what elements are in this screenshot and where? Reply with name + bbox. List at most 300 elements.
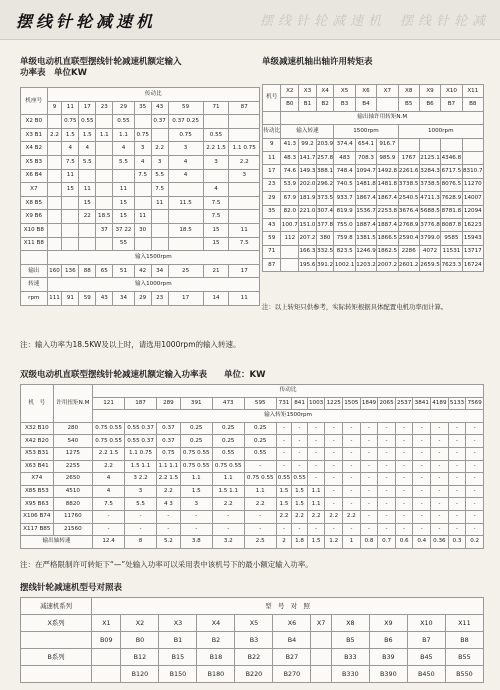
table-cell: 15 <box>79 196 96 210</box>
table-cell <box>47 115 62 129</box>
table-cell: - <box>395 422 413 435</box>
table-cell: 2.2 <box>307 510 325 523</box>
table-cell: 0.3 <box>448 536 466 549</box>
table-cell: 100.7 <box>281 218 299 231</box>
table-cell: 48.3 <box>281 151 299 164</box>
table-cell: - <box>325 447 343 460</box>
table-cell: 2537 <box>395 397 413 410</box>
table-cell: 0.55 <box>292 473 308 486</box>
table-cell: 9 <box>47 101 62 115</box>
table-cell: - <box>413 498 431 511</box>
table-cell: 输入1000rpm <box>47 278 259 292</box>
table-cell: 0.55 <box>203 128 229 142</box>
table-row <box>21 223 260 237</box>
table-cell: 1887.4 <box>377 218 398 231</box>
table-cell: X3 B1 <box>21 128 48 142</box>
table-cell <box>134 237 151 251</box>
table-cell: 307.4 <box>316 205 334 218</box>
table-cell: 1003 <box>307 397 325 410</box>
table-cell: 5.5 <box>125 498 157 511</box>
table-cell: 985.9 <box>377 151 398 164</box>
table-cell: 1.5 <box>79 128 96 142</box>
table-cell: 819.9 <box>334 205 355 218</box>
table-cell: 34 <box>151 264 168 278</box>
table-cell: X53 B31 <box>21 447 54 460</box>
table-cell: 2.2 1.5 <box>93 447 125 460</box>
table-cell: B2 <box>197 632 235 649</box>
table-cell: - <box>413 447 431 460</box>
table-cell: 5688.5 <box>419 205 440 218</box>
table-cell: 1.5 <box>62 128 79 142</box>
table-cell: 4 <box>79 142 96 156</box>
table-cell: 43 <box>96 291 113 305</box>
table-cell: 380 <box>316 232 334 245</box>
table-cell: 23 <box>151 291 168 305</box>
table-cell: 机座号 <box>21 88 48 115</box>
table-cell: X42 B20 <box>21 435 54 448</box>
table-cell: 35 <box>263 205 281 218</box>
table-cell: B系列 <box>21 649 92 666</box>
table-cell <box>151 237 168 251</box>
table-cell: - <box>448 460 466 473</box>
table-cell: B12 <box>121 649 159 666</box>
table-cell <box>113 169 134 183</box>
table-cell: 2.2 <box>47 128 62 142</box>
table-cell: 12094 <box>462 205 483 218</box>
table-cell <box>229 128 260 142</box>
table-cell: 输出轴转速 <box>21 536 93 549</box>
table-cell: 373.5 <box>316 192 334 205</box>
table-row <box>21 278 260 292</box>
table-cell: 280 <box>53 422 92 435</box>
table-cell: 37 <box>96 223 113 237</box>
table-cell: 4510 <box>53 485 92 498</box>
table-cell: 许用扭矩N.M <box>53 385 92 423</box>
table-cell: - <box>448 485 466 498</box>
table-cell: 121 <box>93 397 125 410</box>
table-cell: X4 <box>316 85 334 98</box>
table-cell: 2768.9 <box>398 218 419 231</box>
table-cell: 3 <box>168 142 203 156</box>
table-cell: 15 <box>203 237 229 251</box>
table-cell: 87 <box>229 101 260 115</box>
table-cell: 65 <box>96 264 113 278</box>
table-cell: 11 <box>62 101 79 115</box>
table-cell: X63 B41 <box>21 460 54 473</box>
table-cell: - <box>431 510 449 523</box>
table-cell: 296.2 <box>316 178 334 191</box>
table-cell: 0.25 <box>244 435 276 448</box>
table-cell: - <box>395 473 413 486</box>
table-cell: - <box>307 447 325 460</box>
table-cell: B1 <box>299 98 317 111</box>
table-cell: 14 <box>203 291 229 305</box>
table-cell: 16223 <box>462 218 483 231</box>
table-row <box>21 210 260 224</box>
table-row <box>21 473 484 486</box>
table-cell: 166.3 <box>299 245 317 258</box>
table-cell: B09 <box>92 632 121 649</box>
table-cell: 3.2 <box>212 536 244 549</box>
table-cell: 841 <box>292 397 308 410</box>
table-cell: 257.8 <box>316 151 334 164</box>
table-cell <box>462 151 483 164</box>
table-cell: 2286 <box>398 245 419 258</box>
table-cell: 0.55 <box>276 473 292 486</box>
table-cell: 2.2 <box>229 155 260 169</box>
table-cell: - <box>292 523 308 536</box>
table-cell: 7.5 <box>93 498 125 511</box>
table-row <box>21 536 484 549</box>
table-cell <box>62 196 79 210</box>
table-cell: B22 <box>235 649 273 666</box>
table-cell: 9585 <box>441 232 462 245</box>
table-cell: 0.75 <box>168 128 203 142</box>
table-cell: 0.75 0.55 <box>244 473 276 486</box>
table-cell: 0.25 <box>180 422 212 435</box>
table-cell: - <box>466 498 484 511</box>
table-cell: 1.1 <box>307 498 325 511</box>
table-cell: B8 <box>445 632 483 649</box>
table-cell: 151.0 <box>299 218 317 231</box>
table-cell: 5.5 <box>151 169 168 183</box>
table-cell: B18 <box>197 649 235 666</box>
table-cell: 540 <box>53 435 92 448</box>
table-cell: 4346.8 <box>441 151 462 164</box>
table-cell <box>229 183 260 197</box>
table-cell: 731 <box>276 397 292 410</box>
table-cell: 2.5 <box>244 536 276 549</box>
table-cell: 88 <box>79 264 96 278</box>
table-row <box>21 385 484 398</box>
table-cell: X10 <box>407 615 445 632</box>
table-cell: 1492.8 <box>377 165 398 178</box>
header-banner <box>0 0 500 40</box>
table-cell: X8 <box>331 615 369 632</box>
table-cell: 595 <box>244 397 276 410</box>
table-cell <box>92 649 121 666</box>
table-cell: 29 <box>134 291 151 305</box>
table-cell: 43 <box>263 218 281 231</box>
table-cell: 34 <box>113 291 134 305</box>
table-row <box>263 151 484 164</box>
table-cell: 160 <box>47 264 62 278</box>
table-cell: - <box>343 498 361 511</box>
table-cell: - <box>325 460 343 473</box>
table-cell: 1767 <box>398 151 419 164</box>
table-cell: - <box>360 435 378 448</box>
table-cell: X6 <box>355 85 376 98</box>
table-cell: B5 <box>331 632 369 649</box>
table-cell: 4 <box>134 155 151 169</box>
torque-note: 注：以上转矩只供参考，实际转矩根据具体配置电机功率而计算。 <box>262 303 448 311</box>
table-cell: 1.1 <box>180 473 212 486</box>
table-cell: X5 B3 <box>21 155 48 169</box>
table-cell <box>47 142 62 156</box>
table-cell <box>21 251 48 265</box>
table-cell: 3 <box>125 485 157 498</box>
table-cell: - <box>276 460 292 473</box>
table-cell: - <box>343 523 361 536</box>
table-cell: 17 <box>229 264 260 278</box>
table-cell: X3 <box>159 615 197 632</box>
table-cell: - <box>360 473 378 486</box>
table-cell: 221.0 <box>299 205 317 218</box>
table-cell <box>47 237 62 251</box>
table-cell: X9 <box>369 615 407 632</box>
table-cell: - <box>325 422 343 435</box>
table-cell: 37 22 <box>113 223 134 237</box>
table-cell: 1849 <box>360 397 378 410</box>
table-row <box>21 183 260 197</box>
table-cell: B6 <box>419 98 440 111</box>
table-row <box>263 259 484 272</box>
table-cell: - <box>466 422 484 435</box>
table-row <box>21 485 484 498</box>
table-cell: - <box>343 422 361 435</box>
table-cell: - <box>395 435 413 448</box>
table-cell: 4 <box>93 485 125 498</box>
table-cell: 机号 <box>263 85 281 112</box>
table-cell: 3 <box>151 155 168 169</box>
table-cell: - <box>413 523 431 536</box>
table-cell: - <box>448 435 466 448</box>
table-cell: 1.1 0.75 <box>125 447 157 460</box>
table-row <box>263 85 484 98</box>
table-cell: 195.6 <box>299 259 317 272</box>
table-cell: 916.7 <box>377 138 398 151</box>
table-cell <box>203 115 229 129</box>
table-cell: 4 <box>93 473 125 486</box>
table-cell: - <box>360 510 378 523</box>
table-cell: 0.36 <box>431 536 449 549</box>
table-cell <box>229 196 260 210</box>
table-cell: X7 <box>377 85 398 98</box>
table-cell: 21560 <box>53 523 92 536</box>
table-cell: B270 <box>273 666 311 683</box>
table-cell: 1867.4 <box>377 192 398 205</box>
table-row <box>263 232 484 245</box>
table-cell: - <box>276 435 292 448</box>
table-cell: 0.75 <box>62 115 79 129</box>
table-cell: 18.5 <box>96 210 113 224</box>
table-cell: 0.75 0.55 <box>93 422 125 435</box>
table-cell: - <box>413 460 431 473</box>
table-cell: 82.0 <box>281 205 299 218</box>
table-cell: 2.2 1.5 <box>157 473 181 486</box>
table-cell <box>229 210 260 224</box>
table-cell: - <box>378 460 396 473</box>
table-cell <box>134 183 151 197</box>
table-cell: X8 <box>398 85 419 98</box>
table-cell: - <box>157 523 181 536</box>
table-cell <box>377 98 398 111</box>
table-cell: - <box>413 510 431 523</box>
table-cell: - <box>448 523 466 536</box>
table-cell <box>263 111 281 124</box>
table-cell <box>47 210 62 224</box>
table-cell: B450 <box>407 666 445 683</box>
table-cell: 29 <box>263 192 281 205</box>
table-cell: - <box>157 510 181 523</box>
table-cell: - <box>343 473 361 486</box>
table-cell: 2 <box>276 536 292 549</box>
table-cell <box>168 210 203 224</box>
double-power-note: 注：在严格限制许可转矩下“—”处输入功率可以采用表中该机号下的最小额定输入功率。 <box>20 560 313 569</box>
table-cell <box>398 138 419 151</box>
table-cell: 输入1500rpm <box>47 251 259 265</box>
table-cell: 2659.5 <box>419 259 440 272</box>
table-cell: 59 <box>79 291 96 305</box>
table-cell: 2255 <box>53 460 92 473</box>
table-cell <box>79 237 96 251</box>
table-cell: - <box>292 435 308 448</box>
table-row <box>263 125 484 138</box>
table-row <box>21 447 484 460</box>
table-cell: 11.5 <box>168 196 203 210</box>
table-cell: - <box>276 447 292 460</box>
table-cell: - <box>325 485 343 498</box>
table-cell: 4711.3 <box>419 192 440 205</box>
torque-table <box>262 84 484 272</box>
table-cell: 2.2 <box>151 142 168 156</box>
table-cell: 4 <box>203 183 229 197</box>
table-cell: - <box>395 447 413 460</box>
table-cell: B4 <box>355 98 376 111</box>
table-cell: 18.5 <box>168 223 203 237</box>
table-cell: 15 <box>62 183 79 197</box>
table-cell: 149.3 <box>299 165 317 178</box>
table-cell <box>151 223 168 237</box>
table-cell: 2.2 <box>276 510 292 523</box>
table-cell: - <box>360 485 378 498</box>
table-cell: X7 <box>311 615 331 632</box>
table-cell: - <box>343 447 361 460</box>
table-cell <box>96 155 113 169</box>
table-cell: B6 <box>369 632 407 649</box>
table-cell: 2.2 <box>93 460 125 473</box>
table-cell <box>47 183 62 197</box>
table-cell: B220 <box>235 666 273 683</box>
table-cell <box>21 666 92 683</box>
table-cell: 0.4 <box>413 536 431 549</box>
table-cell: 4 3 <box>157 498 181 511</box>
table-row <box>21 615 484 632</box>
table-cell: 8087.8 <box>441 218 462 231</box>
table-cell <box>96 169 113 183</box>
table-cell: 1.1 <box>212 473 244 486</box>
table-cell <box>134 115 151 129</box>
table-cell: - <box>431 473 449 486</box>
table-cell: 7.5 <box>151 183 168 197</box>
watermark-text-2: 摆线针轮减 <box>400 14 491 29</box>
table-row <box>21 237 260 251</box>
table-cell: 0.75 0.55 <box>180 447 212 460</box>
table-cell: - <box>466 435 484 448</box>
table-cell: 11760 <box>53 510 92 523</box>
table-cell <box>62 210 79 224</box>
table-cell: 740.5 <box>334 178 355 191</box>
table-cell: 1000rpm <box>398 125 483 138</box>
table-cell: B150 <box>159 666 197 683</box>
table-cell: B5 <box>398 98 419 111</box>
table-row <box>263 245 484 258</box>
table-cell: 1002.1 <box>334 259 355 272</box>
table-cell: 1.5 <box>307 536 325 549</box>
table-cell: 7569 <box>466 397 484 410</box>
table-cell: 5.5 <box>79 155 96 169</box>
table-cell: 11 <box>229 291 260 305</box>
table-cell: 0.37 <box>151 115 168 129</box>
table-cell: 136 <box>62 264 79 278</box>
table-cell: 1481.8 <box>355 178 376 191</box>
table-cell: - <box>212 510 244 523</box>
model-compare-table <box>20 597 484 683</box>
table-cell: 7.5 <box>134 169 151 183</box>
table-cell: 4 <box>62 142 79 156</box>
table-cell: B45 <box>407 649 445 666</box>
table-cell: - <box>395 523 413 536</box>
table-cell: 0.8 <box>360 536 378 549</box>
table-cell: - <box>378 422 396 435</box>
table-cell: - <box>466 447 484 460</box>
table-cell: - <box>466 510 484 523</box>
table-cell: 17 <box>79 101 96 115</box>
table-cell: - <box>395 510 413 523</box>
table-cell: - <box>378 473 396 486</box>
table-row <box>263 218 484 231</box>
table-cell: - <box>431 523 449 536</box>
table-cell: 2.2 <box>212 498 244 511</box>
table-cell: 8 <box>125 536 157 549</box>
table-cell: 9 <box>263 138 281 151</box>
table-cell: 759.8 <box>334 232 355 245</box>
table-cell: - <box>431 422 449 435</box>
table-cell: 22 <box>79 210 96 224</box>
table-cell: - <box>307 435 325 448</box>
table-cell: 3.8 <box>180 536 212 549</box>
table-cell: 11531 <box>441 245 462 258</box>
table-cell: X9 <box>419 85 440 98</box>
table-cell: 1.5 <box>276 498 292 511</box>
table-cell: 1867.4 <box>355 192 376 205</box>
table-cell <box>311 649 331 666</box>
table-cell: X10 B8 <box>21 223 48 237</box>
table-cell: 483 <box>334 151 355 164</box>
table-cell: 112 <box>281 232 299 245</box>
table-cell: 7.5 <box>203 196 229 210</box>
table-cell: B180 <box>197 666 235 683</box>
table-cell: 4 <box>168 169 203 183</box>
table-cell: 654.1 <box>355 138 376 151</box>
table-row <box>263 205 484 218</box>
table-cell: - <box>276 422 292 435</box>
table-row <box>263 98 484 111</box>
table-cell: 0.25 <box>212 435 244 448</box>
table-cell: 0.55 <box>244 447 276 460</box>
table-cell <box>47 155 62 169</box>
table-cell: 7628.9 <box>441 192 462 205</box>
table-cell: X系列 <box>21 615 92 632</box>
table-cell: B27 <box>273 649 311 666</box>
table-cell: X11 B8 <box>21 237 48 251</box>
table-cell: - <box>395 460 413 473</box>
table-cell <box>79 223 96 237</box>
table-cell: 1887.4 <box>355 218 376 231</box>
table-cell: 1246.9 <box>355 245 376 258</box>
table-row <box>21 128 260 142</box>
table-cell: 3738.5 <box>419 178 440 191</box>
